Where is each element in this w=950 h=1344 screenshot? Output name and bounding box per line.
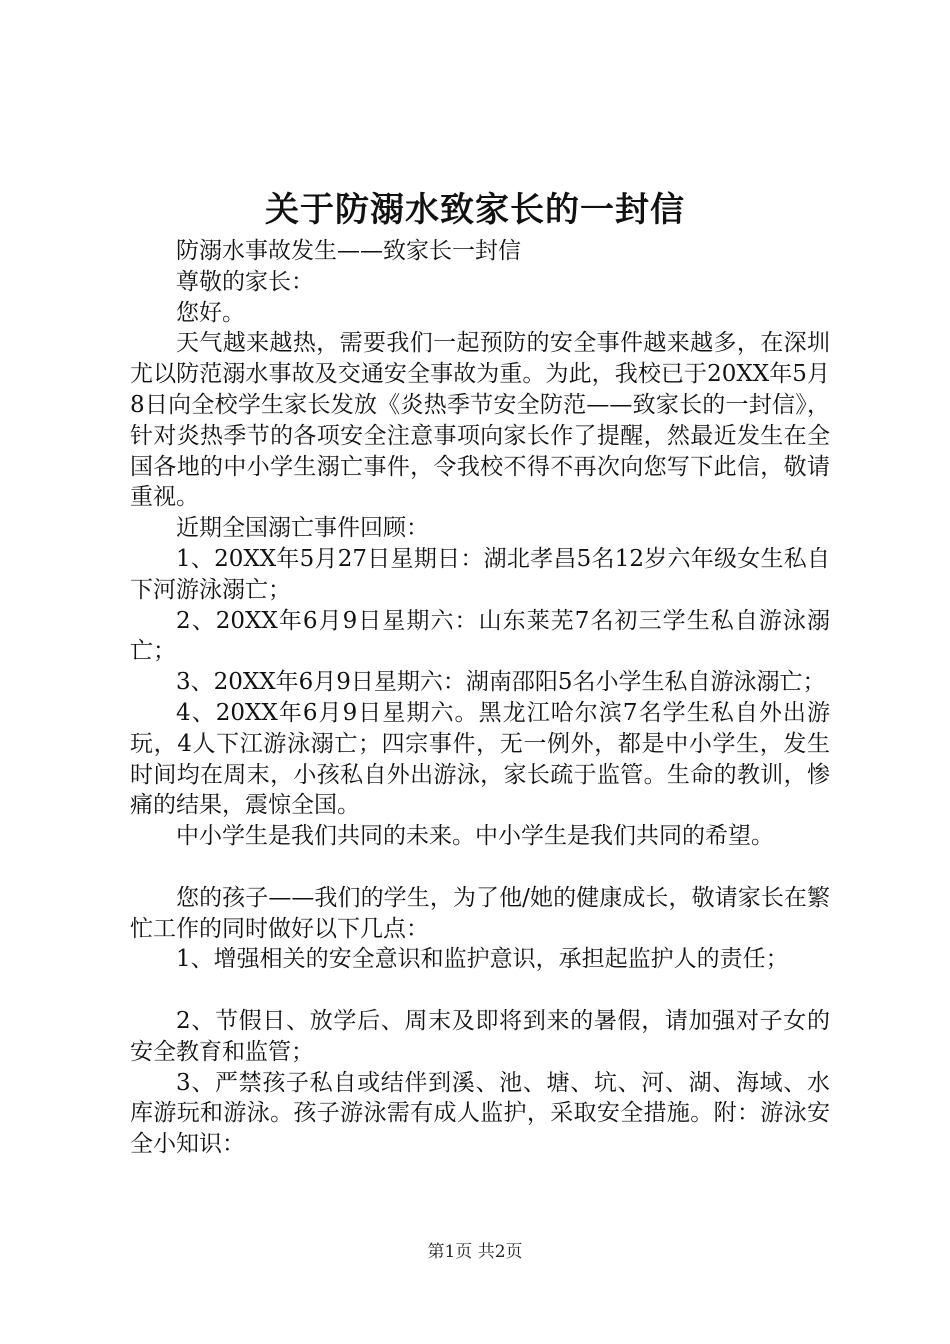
incident-item-4: 4、20XX年6月9日星期六。黑龙江哈尔滨7名学生私自外出游玩，4人下江游泳溺亡；四宗事件，无一例外，都是中小学生，发生时间均在周末，小孩私自外出游泳，家长疏于监管。生命的教训，惨痛的结果，震惊全国。 — [130, 699, 830, 819]
page-footer: 第1页 共2页 — [427, 1242, 523, 1262]
paragraph-gap — [130, 975, 830, 1006]
request-paragraph: 您的孩子——我们的学生，为了他/她的健康成长，敬请家长在繁忙工作的同时做好以下几点： — [130, 884, 830, 942]
request-item-2: 2、节假日、放学后、周末及即将到来的暑假，请加强对子女的安全教育和监管； — [130, 1007, 830, 1065]
document-body — [130, 236, 830, 1160]
salutation: 尊敬的家长： — [176, 268, 314, 295]
greeting: 您好。 — [176, 299, 245, 326]
incident-item-3: 3、20XX年6月9日星期六：湖南邵阳5名小学生私自游泳溺亡； — [176, 669, 826, 696]
review-heading: 近期全国溺亡事件回顾： — [176, 515, 429, 542]
paragraph-gap — [130, 852, 830, 883]
incident-item-2: 2、20XX年6月9日星期六：山东莱芜7名初三学生私自游泳溺亡； — [130, 607, 830, 665]
intro-paragraph: 天气越来越热，需要我们一起预防的安全事件越来越多，在深圳尤以防范溺水事故及交通安全事故为重。为此，我校已于20XX年5月8日向全校学生家长发放《炎热季节安全防范——致家长的一封信》，针对炎热季节的各项安全注意事项向家长作了提醒，然最近发生在全国各地的中小学生溺亡事件，令我校不得不再次向您写下此信，敬请重视。 — [130, 330, 830, 511]
letter-subtitle: 防溺水事故发生——致家长一封信 — [176, 238, 521, 264]
future-statement: 中小学生是我们共同的未来。中小学生是我们共同的希望。 — [176, 823, 774, 850]
document-title: 关于防溺水致家长的一封信 — [265, 190, 685, 230]
request-item-3: 3、严禁孩子私自或结伴到溪、池、塘、坑、河、湖、海域、水库游玩和游泳。孩子游泳需有成人监护，采取安全措施。附：游泳安全小知识： — [130, 1069, 830, 1158]
request-item-1: 1、增强相关的安全意识和监护意识，承担起监护人的责任； — [176, 946, 789, 973]
incident-item-1: 1、20XX年5月27日星期日：湖北孝昌5名12岁六年级女生私自下河游泳溺亡； — [130, 545, 830, 603]
